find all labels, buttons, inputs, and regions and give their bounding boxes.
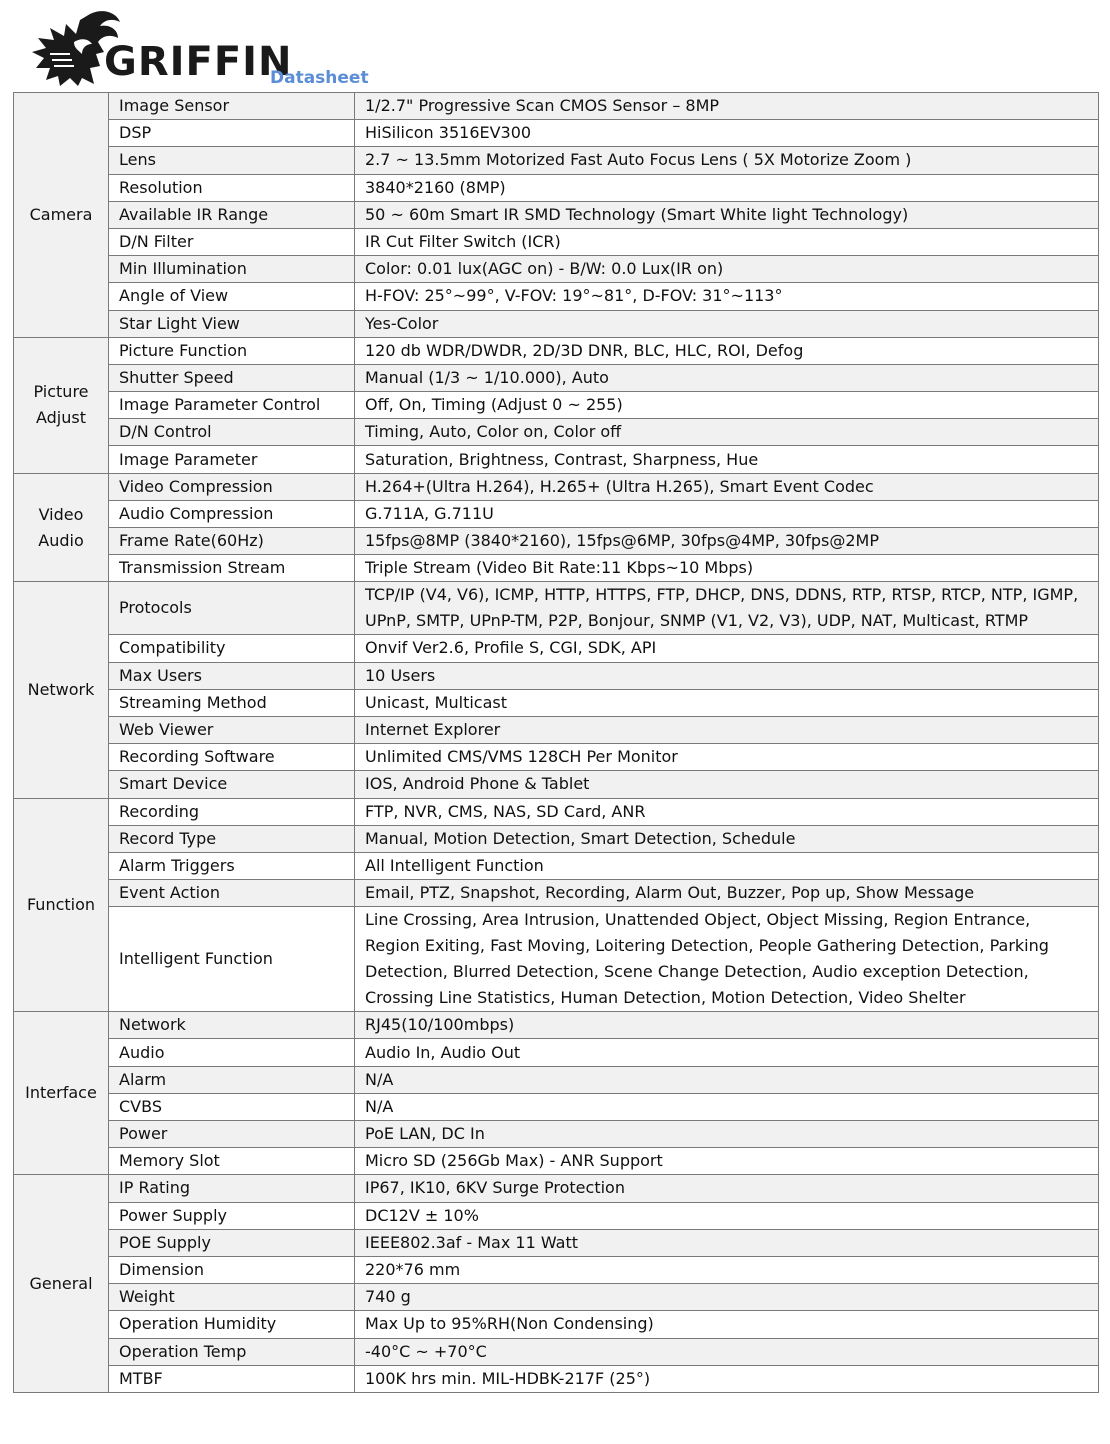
spec-value: 3840*2160 (8MP) (355, 174, 1099, 201)
spec-row (14, 147, 1099, 174)
spec-row (14, 93, 1099, 120)
document-subtitle: Datasheet (270, 68, 369, 88)
spec-row (14, 500, 1099, 527)
spec-row (14, 120, 1099, 147)
spec-table-body (14, 93, 1099, 1393)
spec-value: Off, On, Timing (Adjust 0 ~ 255) (355, 392, 1099, 419)
spec-row (14, 907, 1099, 1012)
spec-label: Alarm Triggers (109, 852, 355, 879)
spec-label: MTBF (109, 1365, 355, 1392)
spec-row (14, 852, 1099, 879)
spec-value: Manual (1/3 ~ 1/10.000), Auto (355, 364, 1099, 391)
brand-name: GRIFFIN (104, 39, 293, 85)
spec-label: Record Type (109, 825, 355, 852)
spec-label: Compatibility (109, 635, 355, 662)
spec-value: Email, PTZ, Snapshot, Recording, Alarm Out, Buzzer, Pop up, Show Message (355, 880, 1099, 907)
spec-row (14, 1229, 1099, 1256)
spec-label: Available IR Range (109, 201, 355, 228)
spec-row (14, 419, 1099, 446)
spec-value: Triple Stream (Video Bit Rate:11 Kbps~10 Mbps) (355, 555, 1099, 582)
spec-value: Line Crossing, Area Intrusion, Unattended Object, Object Missing, Region Entrance, Region Exiting, Fast Moving, Loitering Detection, People Gathering Detection, Parking Detection, Blurred Detection, Scene Change Detection, Audio exception Detection, Crossing Line Statistics, Human Detection, Motion Detection, Video Shelter (355, 907, 1099, 1012)
spec-value: Manual, Motion Detection, Smart Detection, Schedule (355, 825, 1099, 852)
spec-value: Max Up to 95%RH(Non Condensing) (355, 1311, 1099, 1338)
group-label: Interface (14, 1012, 109, 1175)
spec-value: HiSilicon 3516EV300 (355, 120, 1099, 147)
spec-label: Operation Temp (109, 1338, 355, 1365)
spec-value: 10 Users (355, 662, 1099, 689)
spec-label: CVBS (109, 1093, 355, 1120)
spec-value: Saturation, Brightness, Contrast, Sharpness, Hue (355, 446, 1099, 473)
spec-value: IR Cut Filter Switch (ICR) (355, 228, 1099, 255)
spec-value: Unicast, Multicast (355, 689, 1099, 716)
group-label (14, 473, 109, 582)
spec-label: IP Rating (109, 1175, 355, 1202)
spec-label: POE Supply (109, 1229, 355, 1256)
spec-value: Onvif Ver2.6, Profile S, CGI, SDK, API (355, 635, 1099, 662)
spec-label: Audio Compression (109, 500, 355, 527)
spec-row (14, 1256, 1099, 1283)
spec-label: Shutter Speed (109, 364, 355, 391)
spec-value: H-FOV: 25°~99°, V-FOV: 19°~81°, D-FOV: 31°~113° (355, 283, 1099, 310)
spec-value: Audio In, Audio Out (355, 1039, 1099, 1066)
spec-label: Smart Device (109, 771, 355, 798)
spec-label: Recording (109, 798, 355, 825)
spec-value: Unlimited CMS/VMS 128CH Per Monitor (355, 744, 1099, 771)
spec-label: Transmission Stream (109, 555, 355, 582)
spec-value: 50 ~ 60m Smart IR SMD Technology (Smart White light Technology) (355, 201, 1099, 228)
spec-row (14, 582, 1099, 635)
spec-value: 120 db WDR/DWDR, 2D/3D DNR, BLC, HLC, ROI, Defog (355, 337, 1099, 364)
group-label: Camera (14, 93, 109, 338)
spec-row (14, 1284, 1099, 1311)
spec-label: Max Users (109, 662, 355, 689)
spec-row (14, 337, 1099, 364)
spec-table (13, 92, 1099, 1393)
spec-value: 1/2.7" Progressive Scan CMOS Sensor – 8MP (355, 93, 1099, 120)
spec-label: Weight (109, 1284, 355, 1311)
spec-label: Star Light View (109, 310, 355, 337)
spec-row (14, 662, 1099, 689)
spec-value: IEEE802.3af - Max 11 Watt (355, 1229, 1099, 1256)
spec-label: Event Action (109, 880, 355, 907)
spec-label: Recording Software (109, 744, 355, 771)
group-label (14, 337, 109, 473)
spec-label: Audio (109, 1039, 355, 1066)
group-label: Network (14, 582, 109, 798)
spec-label: D/N Filter (109, 228, 355, 255)
spec-label: Resolution (109, 174, 355, 201)
group-label: Function (14, 798, 109, 1012)
spec-row (14, 555, 1099, 582)
spec-row (14, 228, 1099, 255)
spec-label: Streaming Method (109, 689, 355, 716)
spec-row (14, 880, 1099, 907)
spec-value: TCP/IP (V4, V6), ICMP, HTTP, HTTPS, FTP, DHCP, DNS, DDNS, RTP, RTSP, RTCP, NTP, IGMP, UPnP, SMTP, UPnP-TM, P2P, Bonjour, SNMP (V1, V2, V3), UDP, NAT, Multicast, RTMP (355, 582, 1099, 635)
spec-row (14, 283, 1099, 310)
spec-row (14, 1093, 1099, 1120)
spec-value: 740 g (355, 1284, 1099, 1311)
spec-label: Power (109, 1121, 355, 1148)
spec-value: 2.7 ~ 13.5mm Motorized Fast Auto Focus Lens ( 5X Motorize Zoom ) (355, 147, 1099, 174)
spec-label: Video Compression (109, 473, 355, 500)
spec-value: 15fps@8MP (3840*2160), 15fps@6MP, 30fps@4MP, 30fps@2MP (355, 528, 1099, 555)
spec-row (14, 1365, 1099, 1392)
spec-value: N/A (355, 1093, 1099, 1120)
spec-label: Web Viewer (109, 716, 355, 743)
spec-row (14, 1121, 1099, 1148)
spec-value: G.711A, G.711U (355, 500, 1099, 527)
spec-row (14, 528, 1099, 555)
spec-row (14, 689, 1099, 716)
spec-value: DC12V ± 10% (355, 1202, 1099, 1229)
spec-value: Yes-Color (355, 310, 1099, 337)
spec-value: Timing, Auto, Color on, Color off (355, 419, 1099, 446)
spec-label: Min Illumination (109, 256, 355, 283)
spec-row (14, 256, 1099, 283)
spec-row (14, 771, 1099, 798)
spec-label: Image Parameter (109, 446, 355, 473)
spec-value: Color: 0.01 lux(AGC on) - B/W: 0.0 Lux(IR on) (355, 256, 1099, 283)
spec-value: All Intelligent Function (355, 852, 1099, 879)
spec-label: Intelligent Function (109, 907, 355, 1012)
spec-value: PoE LAN, DC In (355, 1121, 1099, 1148)
spec-row (14, 716, 1099, 743)
spec-value: N/A (355, 1066, 1099, 1093)
spec-label: Alarm (109, 1066, 355, 1093)
spec-value: RJ45(10/100mbps) (355, 1012, 1099, 1039)
group-label-line: Picture (33, 382, 89, 402)
spec-label: Frame Rate(60Hz) (109, 528, 355, 555)
group-label-line: Adjust (35, 408, 86, 428)
spec-value: -40°C ~ +70°C (355, 1338, 1099, 1365)
spec-row (14, 1148, 1099, 1175)
spec-value: 220*76 mm (355, 1256, 1099, 1283)
spec-value: 100K hrs min. MIL-HDBK-217F (25°) (355, 1365, 1099, 1392)
spec-row (14, 446, 1099, 473)
spec-label: Protocols (109, 582, 355, 635)
spec-label: Network (109, 1012, 355, 1039)
spec-row (14, 1066, 1099, 1093)
spec-row (14, 635, 1099, 662)
spec-row (14, 744, 1099, 771)
spec-label: Image Sensor (109, 93, 355, 120)
spec-value: H.264+(Ultra H.264), H.265+ (Ultra H.265), Smart Event Codec (355, 473, 1099, 500)
spec-row (14, 201, 1099, 228)
spec-row (14, 798, 1099, 825)
spec-label: DSP (109, 120, 355, 147)
spec-label: Dimension (109, 1256, 355, 1283)
spec-label: Angle of View (109, 283, 355, 310)
group-label-line: Audio (38, 530, 84, 550)
spec-row (14, 1039, 1099, 1066)
spec-label: Memory Slot (109, 1148, 355, 1175)
spec-row (14, 1202, 1099, 1229)
spec-row (14, 825, 1099, 852)
spec-label: Picture Function (109, 337, 355, 364)
spec-row (14, 364, 1099, 391)
header (30, 8, 450, 94)
spec-label: Power Supply (109, 1202, 355, 1229)
spec-row (14, 1338, 1099, 1365)
spec-value: FTP, NVR, CMS, NAS, SD Card, ANR (355, 798, 1099, 825)
group-label: General (14, 1175, 109, 1393)
spec-label: Image Parameter Control (109, 392, 355, 419)
spec-row (14, 392, 1099, 419)
spec-label: Lens (109, 147, 355, 174)
spec-value: IP67, IK10, 6KV Surge Protection (355, 1175, 1099, 1202)
spec-value: Internet Explorer (355, 716, 1099, 743)
spec-label: D/N Control (109, 419, 355, 446)
spec-row (14, 1311, 1099, 1338)
spec-row (14, 174, 1099, 201)
spec-value: IOS, Android Phone & Tablet (355, 771, 1099, 798)
group-label-line: Video (38, 504, 84, 524)
spec-row (14, 1012, 1099, 1039)
spec-row (14, 473, 1099, 500)
spec-row (14, 1175, 1099, 1202)
spec-label: Operation Humidity (109, 1311, 355, 1338)
spec-row (14, 310, 1099, 337)
spec-value: Micro SD (256Gb Max) - ANR Support (355, 1148, 1099, 1175)
